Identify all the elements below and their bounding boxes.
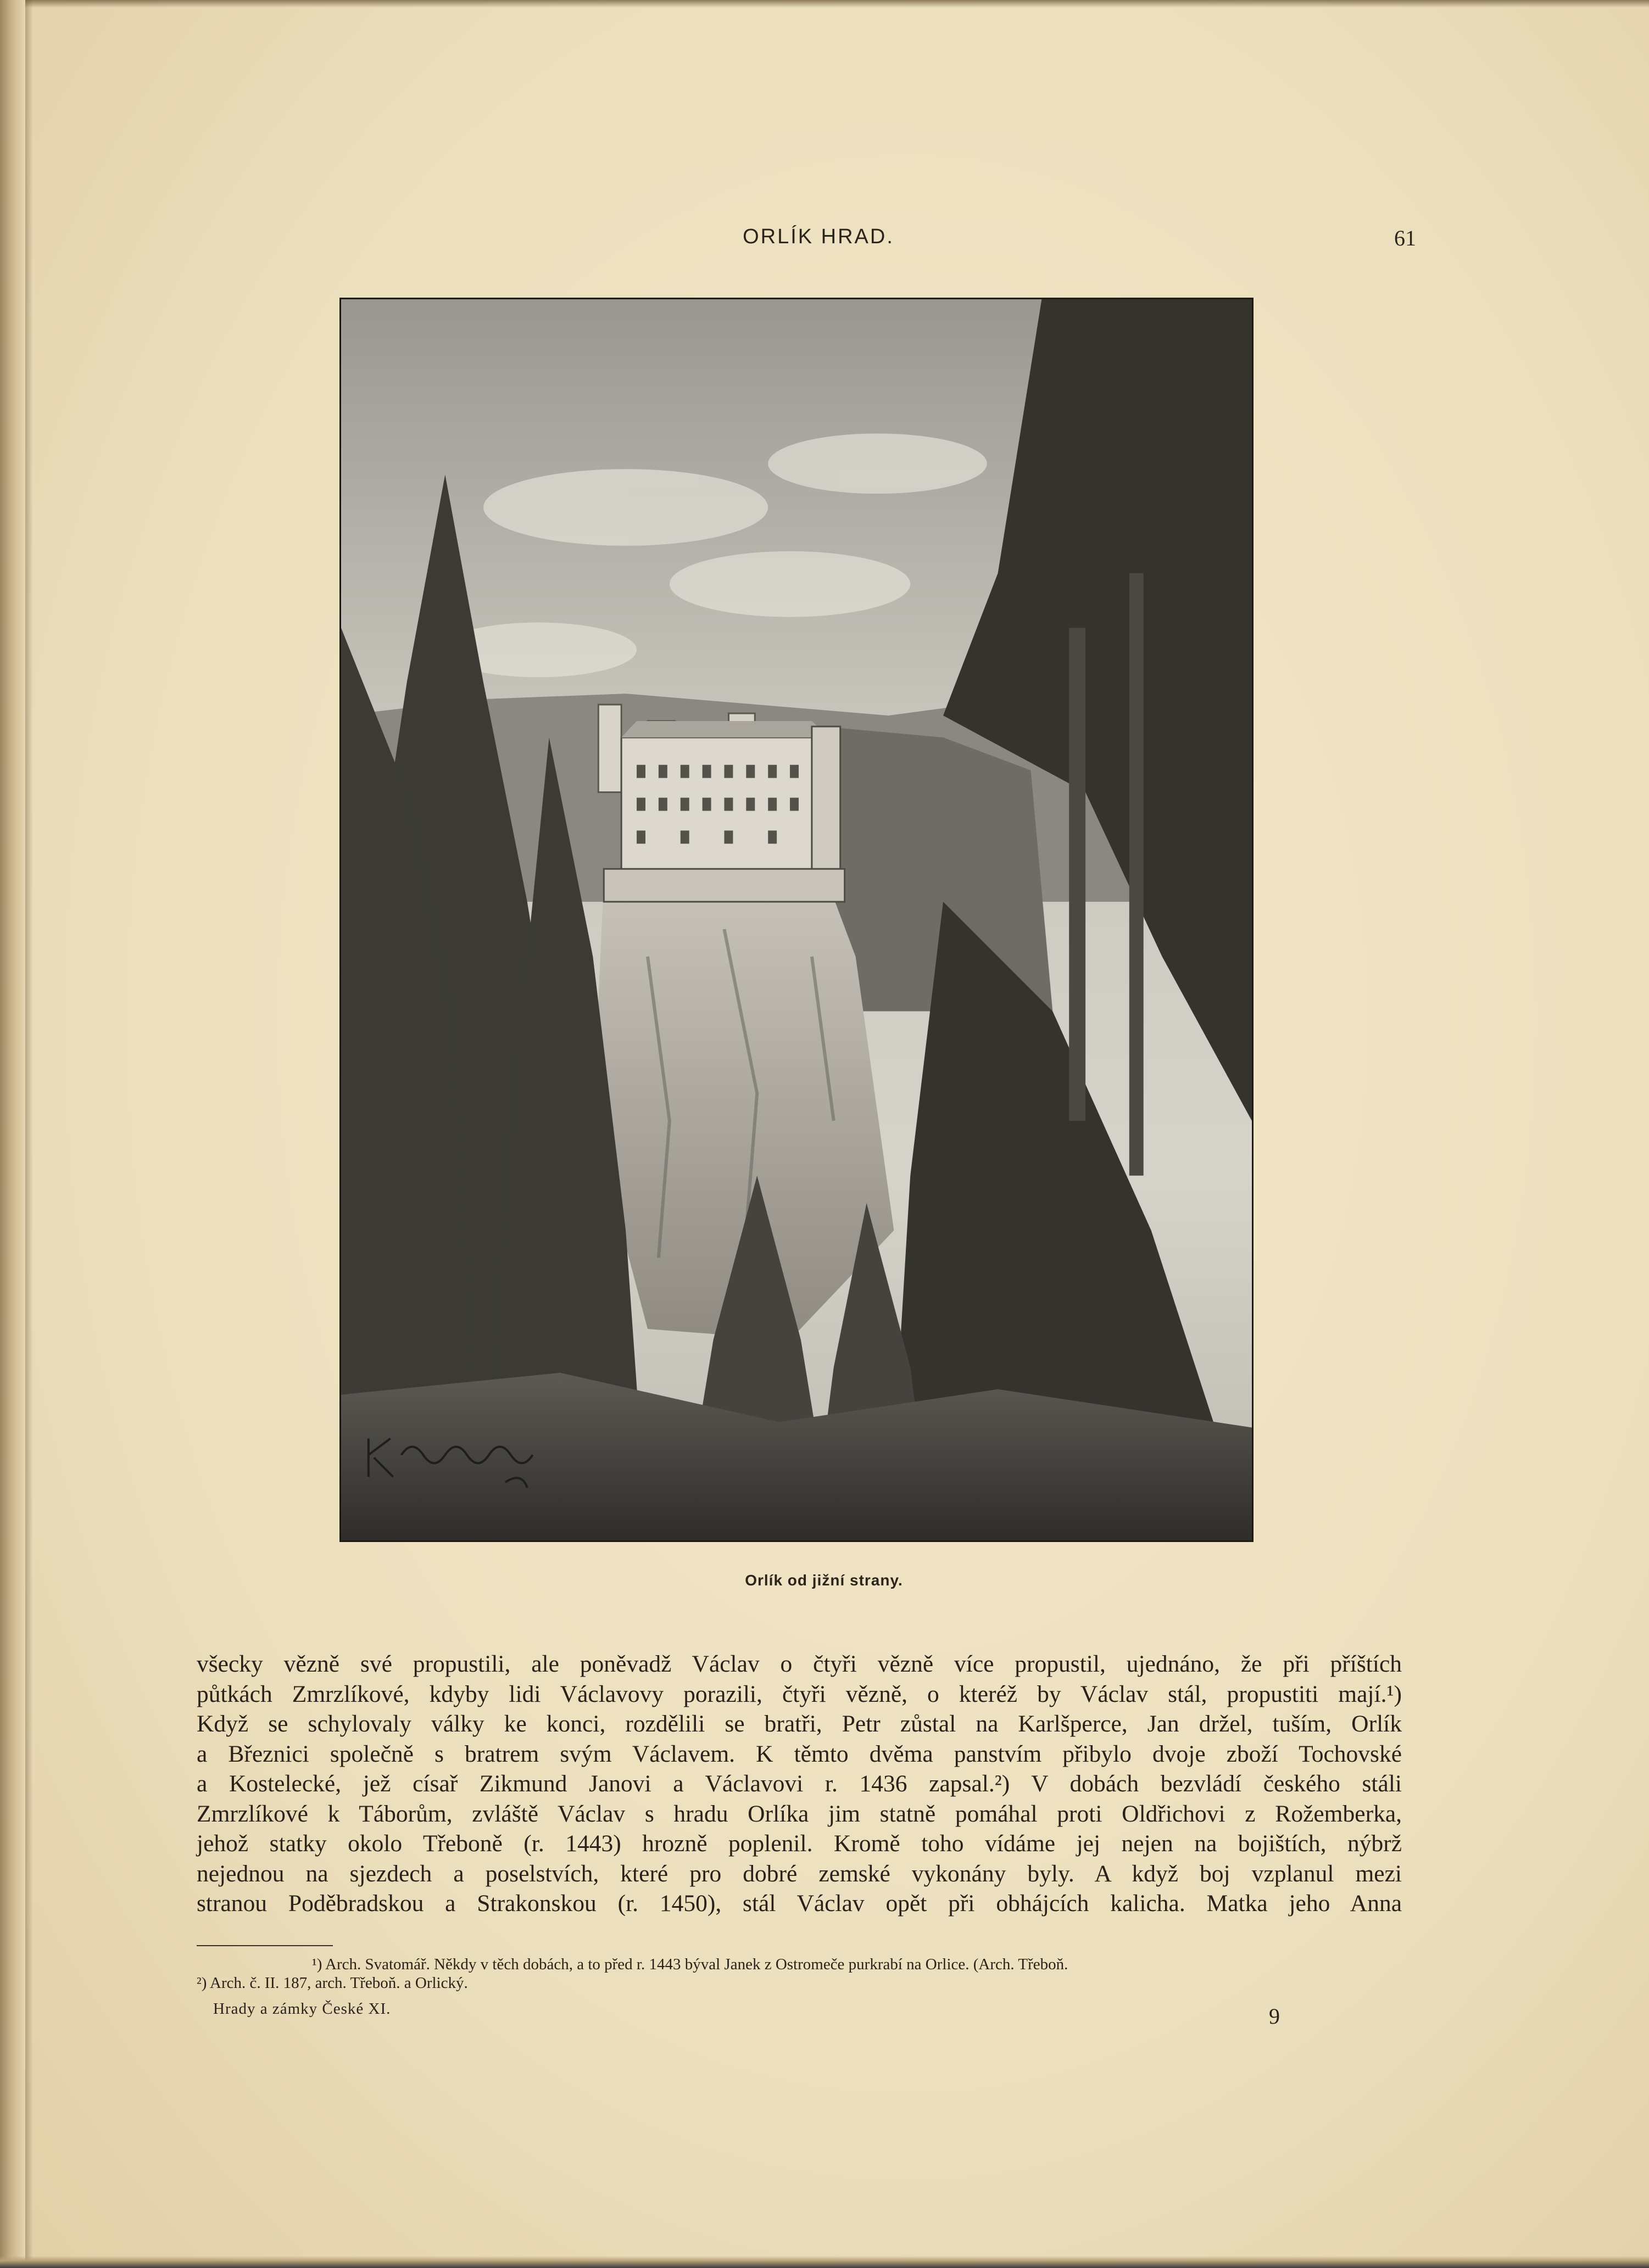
illustration-caption: Orlík od jižní strany.	[745, 1572, 903, 1589]
sheet-number: 9	[1269, 2004, 1280, 2029]
body-line: Když se schylovaly války ke konci, rozdělili se bratři, Petr zůstal na Karlšperce, Jan držel, tuším, Orlík	[197, 1711, 1402, 1737]
body-line: stranou Poděbradskou a Strakonskou (r. 1450), stál Václav opět při obhájcích kalicha. Matka jeho Anna	[197, 1890, 1402, 1917]
book-binding-edge	[0, 0, 25, 2268]
running-title: ORLÍK HRAD.	[743, 225, 894, 248]
footnote-divider	[197, 1945, 333, 1946]
body-line: nejednou na sjezdech a poselstvích, které pro dobré zemské vykonány byly. A když boj vzplanul mezi	[197, 1860, 1402, 1887]
page-top-edge	[0, 0, 1649, 8]
castle-illustration	[341, 299, 1252, 1540]
body-line: jehož statky okolo Třeboně (r. 1443) hrozně poplenil. Kromě toho vídáme jej nejen na bojištích, nýbrž	[197, 1830, 1402, 1857]
footnotes	[197, 1955, 1405, 1992]
castle	[598, 705, 844, 902]
binding-shadow	[25, 0, 33, 2268]
body-line: a Kostelecké, jež císař Zikmund Janovi a Václavovi r. 1436 zapsal.²) V dobách bezvládí českého stáli	[197, 1770, 1402, 1797]
body-paragraph	[197, 1649, 1402, 1919]
footnote-2: ²) Arch. č. II. 187, arch. Třeboň. a Orlický.	[197, 1974, 468, 1992]
body-line: Zmrzlíkové k Táborům, zvláště Václav s hradu Orlíka jim statně pomáhal proti Oldřichovi z Rožemberka,	[197, 1800, 1402, 1827]
footnote-1: ¹) Arch. Svatomář. Někdy v těch dobách, a to před r. 1443 býval Janek z Ostromeče purkrabí na Orlice. (Arch. Třeboň.	[312, 1956, 1068, 1973]
body-line: půtkách Zmrzlíkové, kdyby lidi Václavovy porazili, čtyři vězně, o kteréž by Václav stál, propustiti mají.¹)	[197, 1680, 1402, 1707]
page-bottom-edge	[0, 2256, 1649, 2268]
body-line: a Březnici společně s bratrem svým Václavem. K těmto dvěma panstvím přibylo dvoje zboží Tochovské	[197, 1740, 1402, 1767]
printer-signature: Hrady a zámky České XI.	[213, 2000, 391, 2018]
body-line: všecky vězně své propustili, ale poněvadž Václav o čtyři vězně více propustil, ujednáno, že při příštích	[197, 1651, 1402, 1677]
page-number: 61	[1394, 226, 1416, 250]
illustration-plate	[339, 298, 1254, 1542]
